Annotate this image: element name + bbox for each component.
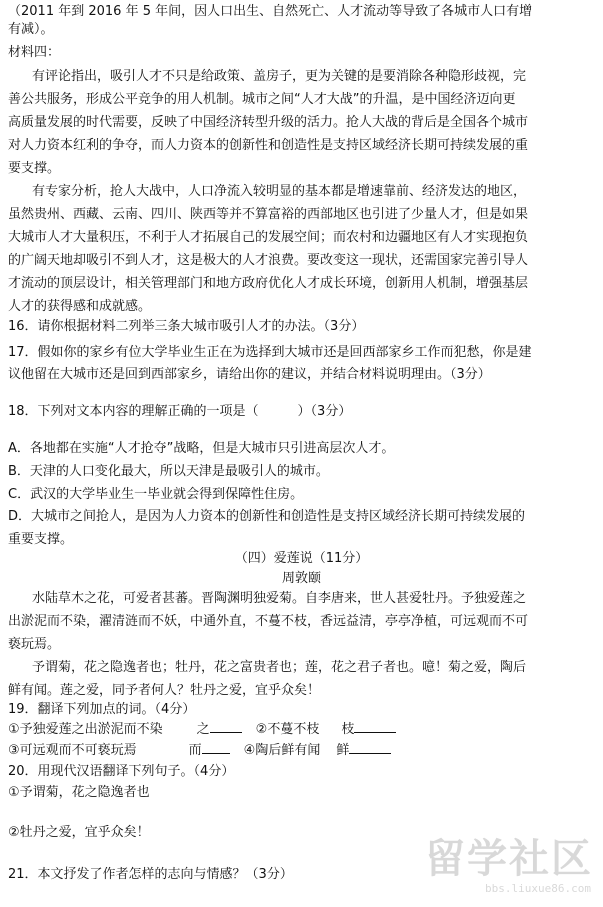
question-17: 17．假如你的家乡有位大学毕业生正在为选择到大城市还是回西部家乡工作而犯愁，你是建 <box>8 345 532 360</box>
watermark-logo <box>413 837 593 895</box>
text-line: 虽然贵州、西藏、云南、四川、陕西等并不算富裕的西部地区也引进了少量人才，但是如果 <box>8 207 529 222</box>
text-line: 亵玩焉。 <box>8 637 61 652</box>
text-line: 大城市人才大量积压，不利于人才拓展自己的发展空间；而农村和边疆地区有人才实现抱负 <box>8 230 529 245</box>
text-line: 有减）。 <box>8 22 54 37</box>
q19-word-a: 之 <box>196 722 210 737</box>
text-line: 的广阔天地却吸引不到人才，这是极大的人才浪费。要改变这一现状，还需国家完善引导人 <box>8 253 529 268</box>
text-line: 水陆草木之花，可爱者甚蕃。晋陶渊明独爱菊。自李唐来，世人甚爱牡丹。予独爱莲之 <box>32 591 527 606</box>
text-line: 议他留在大城市还是回到西部家乡，请给出你的建议，并结合材料说明理由。（3分） <box>8 367 491 382</box>
q20-sentence-2: ②牡丹之爱，宜乎众矣！ <box>8 825 150 840</box>
text-line: （2011 年到 2016 年 5 年间，因人口出生、自然死亡、人才流动等导致了各城市人口有增 <box>8 4 533 19</box>
option-d: D．大城市之间抢人，是因为人力资本的创新性和创造性是支持区域经济长期可持续发展的 <box>8 509 526 524</box>
question-18: 18．下列对文本内容的理解正确的一项是（ ）（3分） <box>8 404 352 419</box>
q19-row-1 <box>8 719 396 739</box>
text-line: 出淤泥而不染，濯清涟而不妖，中通外直，不蔓不枝，香远益清，亭亭净植，可远观而不可 <box>8 614 529 629</box>
text-line: 要支撑。 <box>8 161 61 176</box>
poem-title: （四）爱莲说（11分） <box>234 551 369 566</box>
poem-author: 周敦颐 <box>281 571 321 586</box>
question-21: 21．本文抒发了作者怎样的志向与情感？（3分） <box>8 867 293 882</box>
q19-row-2 <box>8 740 391 760</box>
text-line: 善公共服务，形成公平竞争的用人机制。城市之间“人才大战”的升温，是中国经济迈向更 <box>8 92 516 107</box>
text-line: 重要支撑。 <box>8 532 74 547</box>
text-line: 才流动的顶层设计，相关管理部门和地方政府优化人才成长环境，创新用人机制，增强基层 <box>8 276 529 291</box>
option-b: B．天津的人口变化最大，所以天津是最吸引人的城市。 <box>8 464 329 479</box>
answer-blank[interactable] <box>210 719 242 733</box>
answer-blank[interactable] <box>349 740 391 754</box>
answer-blank[interactable] <box>354 719 396 733</box>
section-heading: 材料四： <box>8 45 61 60</box>
q19-word-d: 鲜 <box>336 743 350 758</box>
text-line: 高质量发展的时代需要，反映了中国经济转型升级的活力。抢人大战的背后是全国各个城市 <box>8 115 529 130</box>
q19-item-c: ③可远观而不可亵玩焉 <box>8 743 137 758</box>
text-line: 人才的获得感和成就感。 <box>8 299 152 314</box>
q19-word-b: 枝 <box>341 722 355 737</box>
text-line: 有专家分析，抢人大战中，人口净流入较明显的基本都是增速靠前、经济发达的地区， <box>32 184 527 199</box>
answer-blank[interactable] <box>202 740 230 754</box>
option-a: A．各地都在实施“人才抢夺”战略，但是大城市只引进高层次人才。 <box>8 441 395 456</box>
text-line: 予谓菊，花之隐逸者也；牡丹，花之富贵者也；莲，花之君子者也。噫！菊之爱，陶后 <box>32 660 527 675</box>
q19-item-d: ④陶后鲜有闻 <box>243 743 321 758</box>
watermark-text: 留学社区 <box>425 836 593 882</box>
q19-word-c: 而 <box>188 743 202 758</box>
q19-item-b: ②不蔓不枝 <box>255 722 320 737</box>
question-19: 19．翻译下列加点的词。（4分） <box>8 702 196 717</box>
text-line: 有评论指出，吸引人才不只是给政策、盖房子，更为关键的是要消除各种隐形歧视，完 <box>32 69 527 84</box>
watermark-url: bbs.liuxue86.com <box>485 882 591 895</box>
question-20: 20．用现代汉语翻译下列句子。（4分） <box>8 764 235 779</box>
q20-sentence-1: ①予谓菊，花之隐逸者也 <box>8 785 150 800</box>
text-line: 鲜有闻。莲之爱，同予者何人？牡丹之爱，宜乎众矣！ <box>8 683 321 698</box>
question-16: 16．请你根据材料二列举三条大城市吸引人才的办法。（3分） <box>8 319 365 334</box>
text-line: 对人力资本红利的争夺，而人力资本的创新性和创造性是支持区域经济长期可持续发展的重 <box>8 138 529 153</box>
option-c: C．武汉的大学毕业生一毕业就会得到保障性住房。 <box>8 487 304 502</box>
q19-item-a: ①予独爱莲之出淤泥而不染 <box>8 722 163 737</box>
